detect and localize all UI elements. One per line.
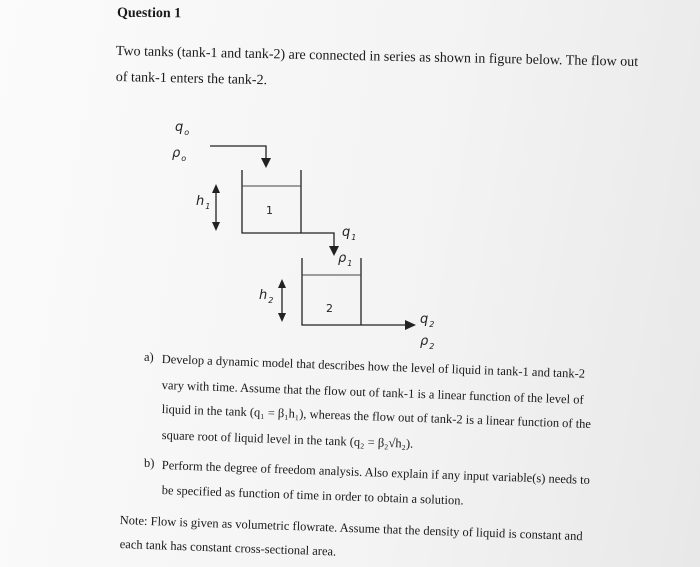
q0-label: $q_o$: [175, 120, 190, 137]
tank-1-outlet-pipe: [301, 233, 334, 248]
part-a-line-4: square root of liquid level in the tank (q₂ = β₂√h₂).: [161, 428, 414, 451]
tank-2-number: 2: [326, 302, 333, 315]
part-a-line-3: liquid in the tank (q₁ = β₁h₁), whereas the flow out of tank-2 is a linear function of the: [161, 402, 592, 431]
p0-label: $\rho_o$: [172, 146, 187, 163]
p1-label: $\rho_1$: [338, 251, 353, 268]
intro-line-2: of tank-1 enters the tank-2.: [115, 70, 268, 89]
tank-2-outlet-arrow: [405, 320, 416, 330]
note-line-2: each tank has constant cross-sectional area.: [119, 537, 337, 559]
question-title: Question 1: [116, 5, 182, 22]
q1-label: $q_1$: [342, 225, 357, 242]
part-a-line-1: Develop a dynamic model that describes how the level of liquid in tank-1 and tank-2: [161, 352, 586, 381]
tank-1: [242, 170, 301, 233]
h1-arrow-up: [212, 184, 220, 193]
part-a-marker: a): [144, 350, 154, 364]
q2-label: $q_2$: [420, 312, 435, 329]
tank-1-number: 1: [266, 204, 273, 217]
part-b-marker: b): [144, 456, 155, 470]
tank-2-outline-left: [302, 258, 405, 325]
h1-arrow-down: [212, 222, 220, 231]
h2-arrow-down: [278, 313, 286, 322]
inlet-pipe: [210, 146, 266, 160]
part-b-line-2: be specified as function of time in order to obtain a solution.: [161, 483, 464, 508]
part-b-line-1: Perform the degree of freedom analysis. Also explain if any input variable(s) needs to: [161, 458, 591, 487]
inlet-arrow: [261, 158, 271, 168]
note-line-1: Note: Flow is given as volumetric flowrate. Assume that the density of liquid is constant and: [119, 513, 583, 544]
intro-line-1: Two tanks (tank-1 and tank-2) are connected in series as shown in figure below. The flow out: [115, 44, 639, 70]
part-a-line-2: vary with time. Assume that the flow out of tank-1 is a linear function of the level of: [161, 378, 584, 407]
h1-label: $h_1$: [196, 194, 211, 211]
p2-label: $\rho_2$: [420, 334, 435, 351]
h2-arrow-up: [278, 279, 286, 288]
h2-label: $h_2$: [259, 288, 274, 305]
